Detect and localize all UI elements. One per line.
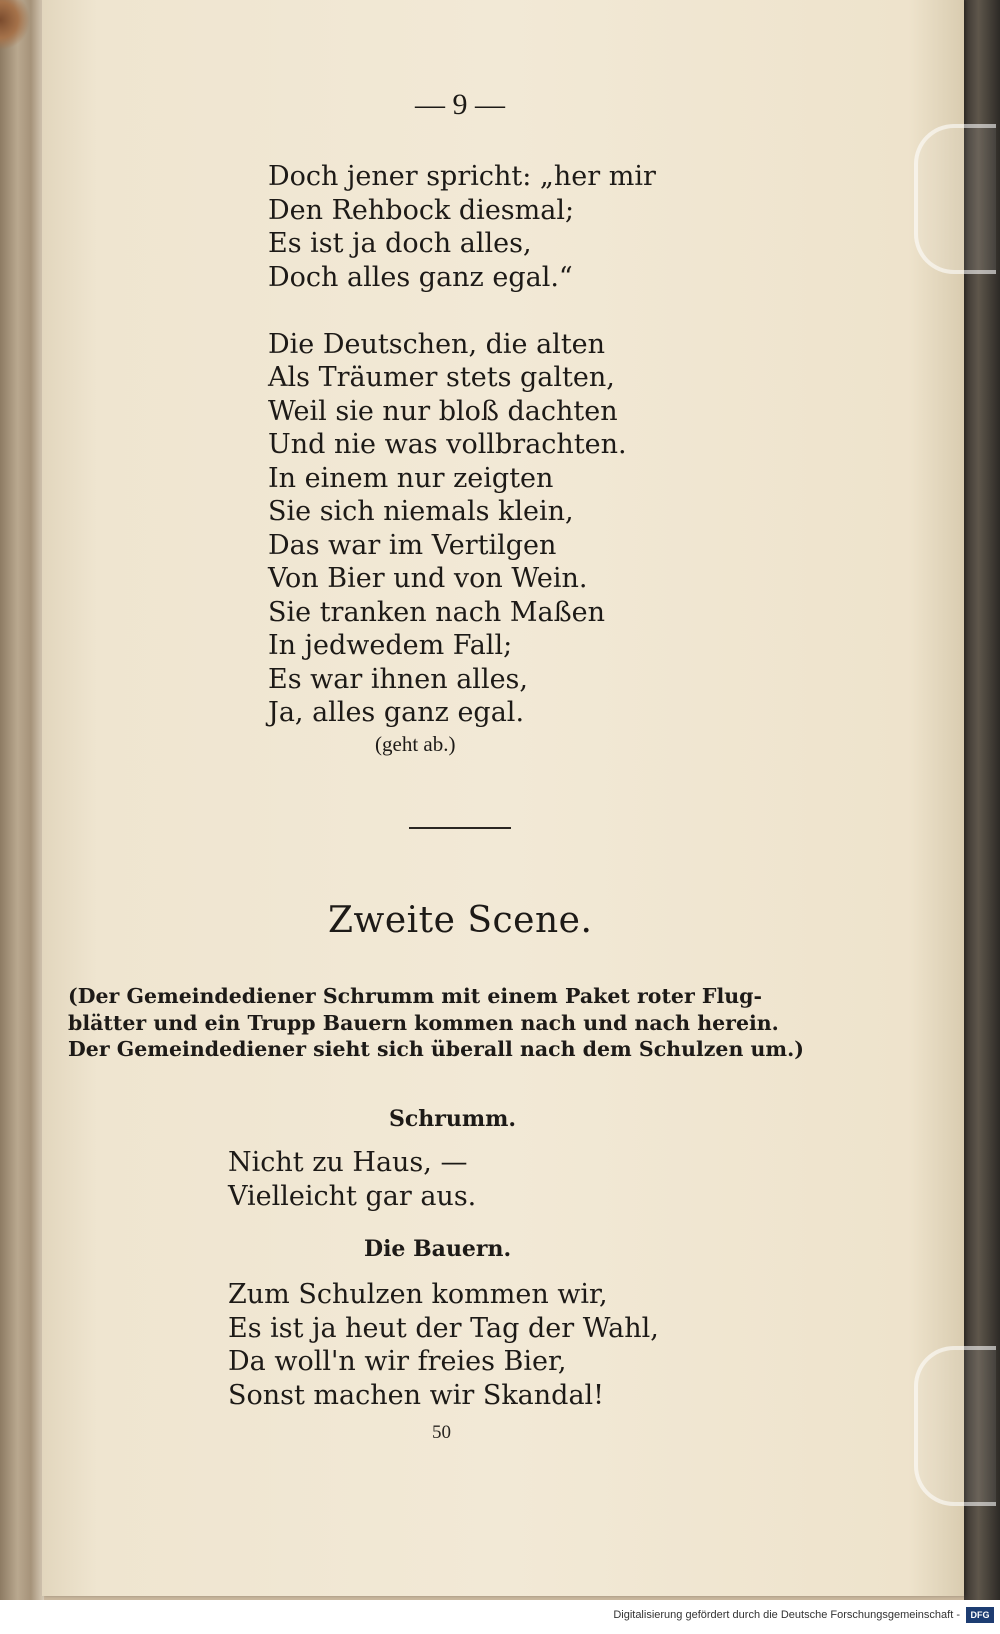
- verse-line: Den Rehbock diesmal;: [268, 194, 575, 226]
- section-divider: [409, 827, 511, 829]
- scene-title: Zweite Scene.: [328, 900, 593, 941]
- verse-line: Und nie was vollbrachten.: [268, 429, 627, 460]
- verse-line: Es war ihnen alles,: [268, 663, 528, 695]
- verse-line: In einem nur zeigten: [268, 462, 554, 494]
- page-number: 50: [432, 1422, 451, 1443]
- stanza-gap: [268, 294, 656, 328]
- page-clip-bottom: [914, 1346, 996, 1506]
- verse-block-1: [268, 160, 656, 730]
- verse-line: Zum Schulzen kommen wir,: [228, 1279, 608, 1310]
- book-corner: [0, 0, 30, 60]
- speaker-name-schrumm: Schrumm.: [389, 1106, 517, 1132]
- verse-line: Doch jener spricht: „her mir: [268, 161, 656, 192]
- verse-line: In jedwedem Fall;: [268, 630, 513, 661]
- digitization-footer: [0, 1600, 1000, 1634]
- verse-block-bauern: [228, 1278, 659, 1412]
- footer-credit: Digitalisierung gefördert durch die Deutsche Forschungsgemeinschaft -: [613, 1609, 960, 1621]
- stage-exit-note: (geht ab.): [375, 732, 456, 756]
- stage-direction-line: blätter und ein Trupp Bauern kommen nach und nach herein.: [68, 1010, 779, 1035]
- verse-line: Ja, alles ganz egal.: [268, 697, 525, 728]
- dfg-logo-icon: DFG: [966, 1607, 994, 1623]
- verse-line: Vielleicht gar aus.: [228, 1181, 477, 1212]
- verse-line: Von Bier und von Wein.: [268, 563, 588, 594]
- speaker-name-bauern: Die Bauern.: [364, 1236, 512, 1262]
- verse-block-schrumm: [228, 1146, 476, 1214]
- verse-line: Nicht zu Haus, —: [228, 1147, 468, 1178]
- verse-line: Sie sich niemals klein,: [268, 496, 574, 527]
- verse-line: Es ist ja heut der Tag der Wahl,: [228, 1312, 659, 1344]
- stage-direction-line: Der Gemeindediener sieht sich überall nach dem Schulzen um.): [68, 1037, 804, 1061]
- verse-line: Als Träumer stets galten,: [268, 362, 615, 393]
- page-header-marker: — 9 —: [415, 88, 505, 121]
- stage-direction: [68, 983, 840, 1063]
- verse-line: Sonst machen wir Skandal!: [228, 1379, 605, 1411]
- verse-line: Sie tranken nach Maßen: [268, 596, 605, 628]
- book-spine: [0, 0, 44, 1600]
- page-clip-top: [914, 124, 996, 274]
- verse-line: Das war im Vertilgen: [268, 529, 557, 561]
- verse-line: Doch alles ganz egal.“: [268, 261, 573, 293]
- stage-direction-line: (Der Gemeindediener Schrumm mit einem Paket roter Flug-: [68, 984, 762, 1008]
- verse-line: Weil sie nur bloß dachten: [268, 395, 618, 427]
- verse-line: Die Deutschen, die alten: [268, 328, 606, 360]
- verse-line: Da woll'n wir freies Bier,: [228, 1346, 567, 1377]
- verse-line: Es ist ja doch alles,: [268, 228, 532, 259]
